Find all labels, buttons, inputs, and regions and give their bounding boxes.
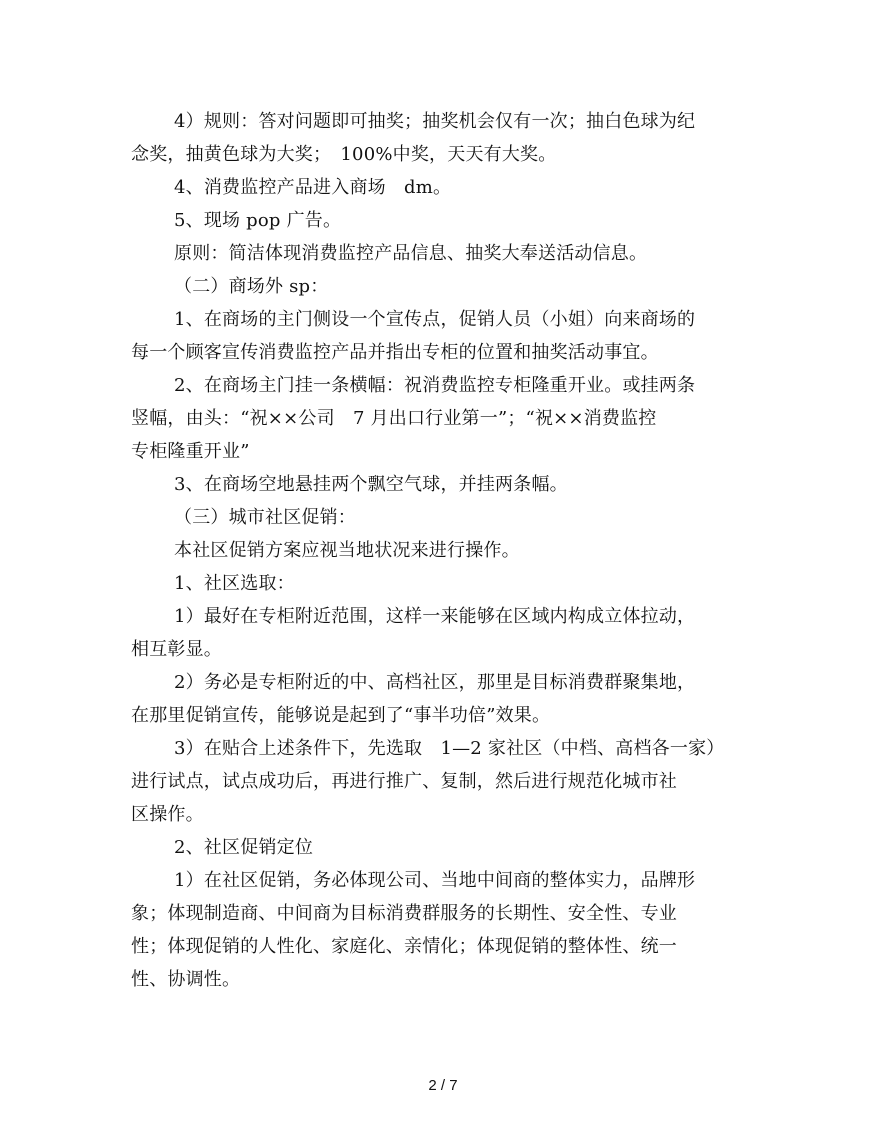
text-line: 竖幅，由头：“祝××公司 7 月出口行业第一”；“祝××消费监控: [131, 408, 657, 429]
text-line: 专柜隆重开业”: [131, 441, 250, 462]
page-number: 2 / 7: [428, 1077, 458, 1094]
text-line: 性；体现促销的人性化、家庭化、亲情化；体现促销的整体性、统一: [131, 936, 677, 957]
text-line: 2）务必是专柜附近的中、高档社区，那里是目标消费群聚集地，: [174, 672, 696, 693]
text-line: 每一个顾客宣传消费监控产品并指出专柜的位置和抽奖活动事宜。: [131, 342, 659, 363]
text-line: 1）在社区促销，务必体现公司、当地中间商的整体实力，品牌形: [174, 870, 696, 891]
text-line: 1、社区选取：: [174, 573, 295, 594]
text-line: 进行试点，试点成功后，再进行推广、复制，然后进行规范化城市社: [131, 771, 677, 792]
text-line: 本社区促销方案应视当地状况来进行操作。: [174, 540, 520, 561]
text-line: 3、在商场空地悬挂两个飘空气球，并挂两条幅。: [174, 474, 568, 495]
text-line: 2、在商场主门挂一条横幅：祝消费监控专柜隆重开业。或挂两条: [174, 375, 696, 396]
section-heading: （三）城市社区促销：: [174, 507, 356, 528]
text-line: 在那里促销宣传，能够说是起到了“事半功倍”效果。: [131, 705, 551, 726]
text-line: 1、在商场的主门侧设一个宣传点，促销人员（小姐）向来商场的: [174, 309, 696, 330]
text-line: 原则：简洁体现消费监控产品信息、抽奖大奉送活动信息。: [174, 243, 648, 264]
text-line: 4、消费监控产品进入商场 dm。: [174, 177, 452, 198]
section-heading: （二）商场外 sp：: [174, 276, 329, 297]
text-line: 区操作。: [131, 804, 204, 825]
text-line: 念奖，抽黄色球为大奖； 100%中奖，天天有大奖。: [131, 144, 557, 165]
text-line: 5、现场 pop 广告。: [174, 210, 342, 231]
text-line: 4）规则：答对问题即可抽奖；抽奖机会仅有一次；抽白色球为纪: [174, 111, 696, 132]
text-line: 1）最好在专柜附近范围，这样一来能够在区域内构成立体拉动，: [174, 606, 696, 627]
text-line: 性、协调性。: [131, 969, 241, 990]
text-line: 相互彰显。: [131, 639, 222, 660]
text-line: 3）在贴合上述条件下，先选取 1—2 家社区（中档、高档各一家）: [174, 738, 725, 759]
text-line: 2、社区促销定位: [174, 837, 314, 858]
text-line: 象；体现制造商、中间商为目标消费群服务的长期性、安全性、专业: [131, 903, 677, 924]
